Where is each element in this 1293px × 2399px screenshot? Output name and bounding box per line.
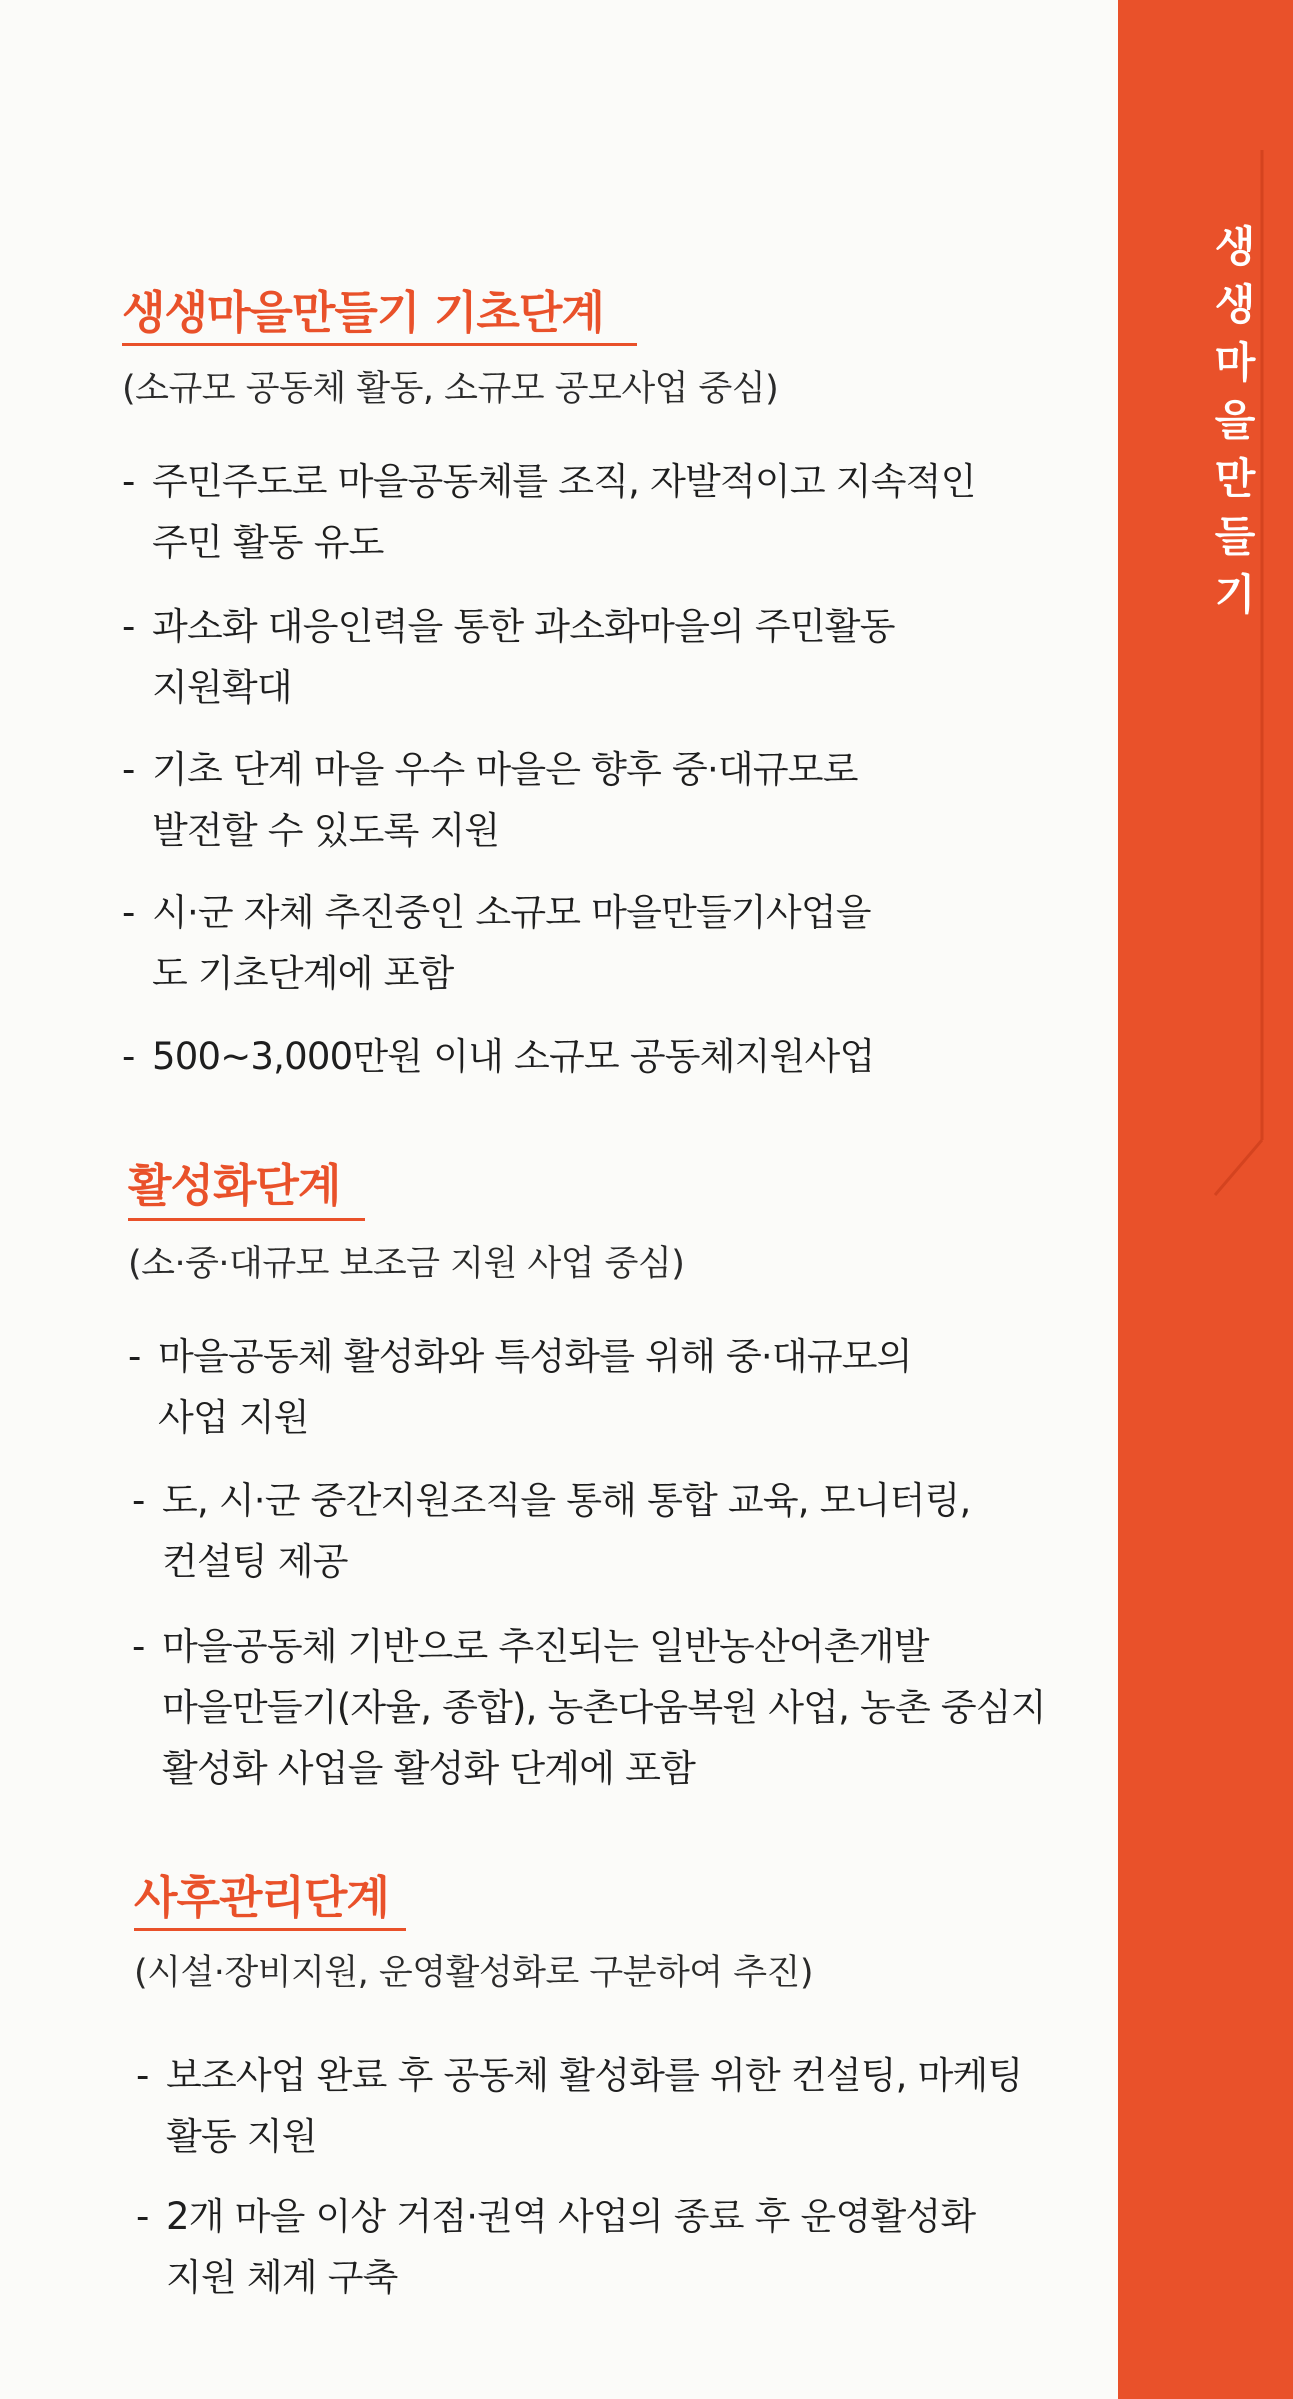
side-tab-char: 생 xyxy=(1214,280,1256,329)
list-item xyxy=(122,739,858,861)
bullet-dash: - xyxy=(122,748,135,791)
section-title-aftercare: 사후관리단계 xyxy=(134,1871,389,1924)
list-item xyxy=(122,882,871,1004)
list-item-line: 마을만들기(자율, 종합), 농촌다움복원 사업, 농촌 중심지 xyxy=(162,1686,1046,1729)
list-item-line: 주민주도로 마을공동체를 조직, 자발적이고 지속적인 xyxy=(152,460,976,503)
side-tab-char: 을 xyxy=(1214,396,1256,445)
list-item-line: 사업 지원 xyxy=(158,1396,309,1439)
list-item xyxy=(122,596,895,718)
bullet-dash: - xyxy=(122,460,135,503)
list-item xyxy=(132,1616,1046,1799)
list-item xyxy=(122,451,976,573)
section-subtitle-basic: (소규모 공동체 활동, 소규모 공모사업 중심) xyxy=(122,369,779,409)
bullet-dash: - xyxy=(136,2195,149,2238)
list-item-line: 주민 활동 유도 xyxy=(152,521,384,564)
side-tab-char: 들 xyxy=(1214,512,1256,561)
list-item-line: 지원확대 xyxy=(152,666,292,709)
side-tab-char: 마 xyxy=(1214,338,1256,387)
list-item-line: 시·군 자체 추진중인 소규모 마을만들기사업을 xyxy=(152,891,871,934)
list-item xyxy=(128,1326,912,1448)
list-item xyxy=(132,1470,970,1592)
bullet-dash: - xyxy=(122,605,135,648)
section-title-underline xyxy=(128,1218,365,1221)
bullet-dash: - xyxy=(122,891,135,934)
list-item-line: 컨설팅 제공 xyxy=(162,1540,348,1583)
bullet-dash: - xyxy=(132,1625,145,1668)
bullet-dash: - xyxy=(136,2054,149,2097)
section-title-basic: 생생마을만들기 기초단계 xyxy=(122,286,604,339)
list-item xyxy=(136,2045,1022,2167)
bullet-dash: - xyxy=(132,1479,145,1522)
bullet-dash: - xyxy=(122,1035,135,1078)
section-title-underline xyxy=(134,1928,406,1931)
list-item-line: 도, 시·군 중간지원조직을 통해 통합 교육, 모니터링, xyxy=(162,1479,971,1522)
side-tab-label xyxy=(1200,218,1270,624)
list-item-line: 500~3,000만원 이내 소규모 공동체지원사업 xyxy=(152,1035,875,1078)
list-item-line: 활동 지원 xyxy=(166,2115,317,2158)
section-subtitle-activation: (소·중·대규모 보조금 지원 사업 중심) xyxy=(128,1244,685,1284)
list-item-line: 발전할 수 있도록 지원 xyxy=(152,809,500,852)
list-item-line: 지원 체계 구축 xyxy=(166,2256,398,2299)
side-tab-char: 만 xyxy=(1214,454,1256,503)
list-item xyxy=(136,2186,975,2308)
list-item xyxy=(122,1026,874,1087)
list-item-line: 활성화 사업을 활성화 단계에 포함 xyxy=(162,1747,696,1790)
list-item-line: 마을공동체 기반으로 추진되는 일반농산어촌개발 xyxy=(162,1625,929,1668)
list-item-line: 도 기초단계에 포함 xyxy=(152,952,454,995)
list-item-line: 과소화 대응인력을 통한 과소화마을의 주민활동 xyxy=(152,605,895,648)
section-subtitle-aftercare: (시설·장비지원, 운영활성화로 구분하여 추진) xyxy=(134,1953,814,1993)
side-tab-char: 생 xyxy=(1214,222,1256,271)
list-item-line: 기초 단계 마을 우수 마을은 향후 중·대규모로 xyxy=(152,748,858,791)
list-item-line: 2개 마을 이상 거점·권역 사업의 종료 후 운영활성화 xyxy=(166,2195,976,2238)
list-item-line: 보조사업 완료 후 공동체 활성화를 위한 컨설팅, 마케팅 xyxy=(166,2054,1023,2097)
list-item-line: 마을공동체 활성화와 특성화를 위해 중·대규모의 xyxy=(158,1335,912,1378)
bullet-dash: - xyxy=(128,1335,141,1378)
section-title-underline xyxy=(122,343,637,346)
side-tab-char: 기 xyxy=(1214,570,1256,619)
section-title-activation: 활성화단계 xyxy=(128,1159,341,1212)
